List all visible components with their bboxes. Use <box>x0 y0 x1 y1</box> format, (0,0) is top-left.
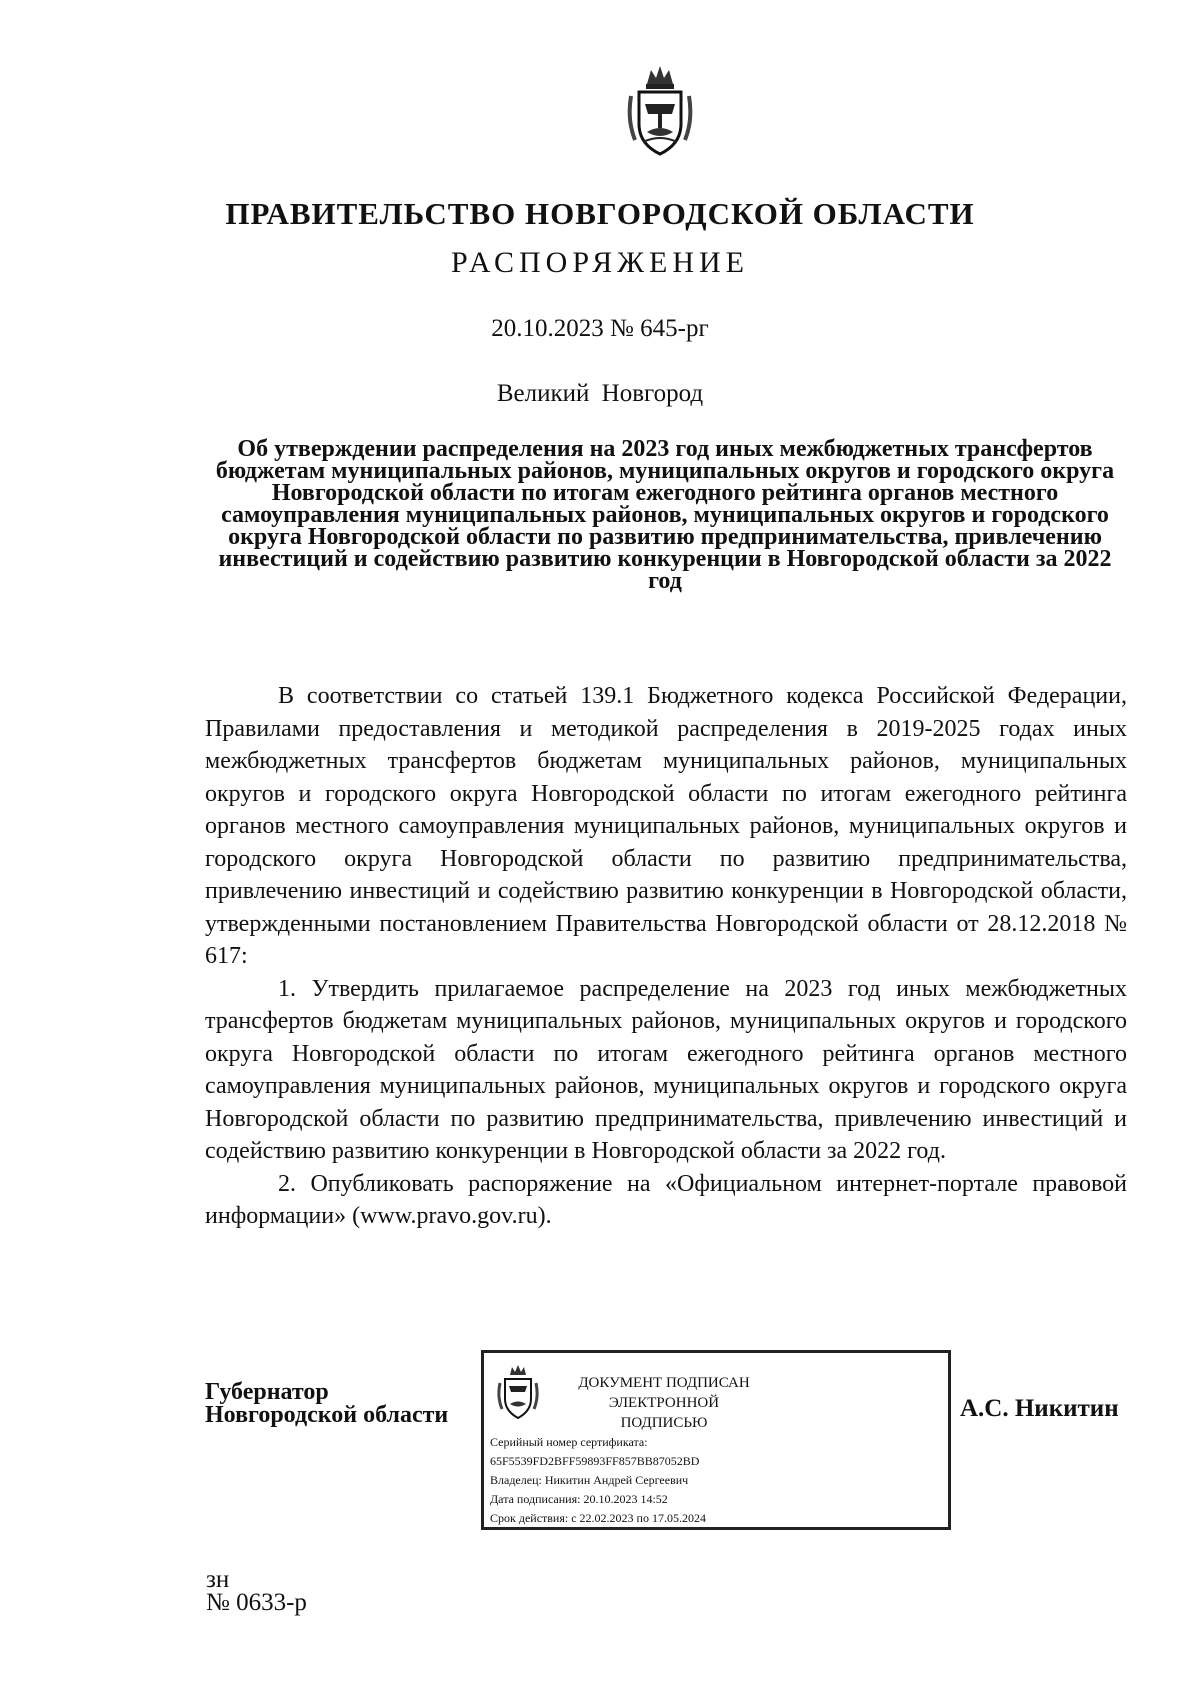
signatory-title-line2: Новгородской области <box>205 1402 449 1428</box>
coat-of-arms-icon <box>625 62 695 158</box>
footer-number: № 0633-р <box>206 1589 307 1616</box>
stamp-heading-line2: ЭЛЕКТРОННОЙ ПОДПИСЬЮ <box>608 1395 720 1431</box>
signatory-title <box>205 1381 448 1427</box>
stamp-heading <box>564 1373 764 1433</box>
cert-label: Серийный номер сертификата: <box>490 1435 648 1449</box>
cert-validity: Срок действия: с 22.02.2023 по 17.05.2024 <box>490 1511 706 1525</box>
signatory-title-line1: Губернатор <box>205 1379 329 1405</box>
organization-title: ПРАВИТЕЛЬСТВО НОВГОРОДСКОЙ ОБЛАСТИ <box>225 196 975 231</box>
document-type: РАСПОРЯЖЕНИЕ <box>450 246 750 279</box>
cert-serial: 65F5539FD2BFF59893FF857BB87052BD <box>490 1454 700 1468</box>
stamp-heading-line1: ДОКУМЕНТ ПОДПИСАН <box>578 1375 750 1391</box>
electronic-signature-stamp <box>481 1350 951 1530</box>
stamp-details <box>490 1433 706 1528</box>
body-preamble: В соответствии со статьей 139.1 Бюджетного кодекса Российской Федерации, Правилами предоставления и методикой распределения в 2019-2025 годах иных межбюджетных трансфертов бюджетам муниципальных районов, муниципальных округов и городского округа Новгородской области по итогам ежегодного рейтинга органов местного самоуправления муниципальных районов, муниципальных округов и городского округа Новгородской области по развитию предпринимательства, привлечению инвестиций и содействию развитию конкуренции в Новгородской области, утвержденными постановлением Правительства Новгородской области от 28.12.2018 № 617: <box>205 683 1127 969</box>
cert-owner: Владелец: Никитин Андрей Сергеевич <box>490 1473 689 1487</box>
footer-initials: зн <box>206 1566 230 1593</box>
signed-date: Дата подписания: 20.10.2023 14:52 <box>490 1492 668 1506</box>
document-city: Великий Новгород <box>496 380 704 407</box>
document-subject: Об утверждении распределения на 2023 год иных межбюджетных трансфертов бюджетам муниципальных районов, муниципальных округов и городского округа Новгородской области по итогам ежегодного рейтинга органов местного самоуправления муниципальных районов, муниципальных округов и городского округа Новгородской области по развитию предпринимательства, привлечению инвестиций и содействию развитию конкуренции в Новгородской области за 2022 год <box>215 436 1115 594</box>
stamp-coat-of-arms-icon <box>496 1363 540 1421</box>
body-item-2: 2. Опубликовать распоряжение на «Официальном интернет-портале правовой информации» (www.pravo.gov.ru). <box>205 1170 1127 1229</box>
signatory-name: А.С. Никитин <box>960 1395 1119 1422</box>
document-body <box>205 680 1127 1233</box>
document-date-number: 20.10.2023 № 645-рг <box>491 315 709 342</box>
body-item-1: 1. Утвердить прилагаемое распределение на 2023 год иных межбюджетных трансфертов бюджетам муниципальных районов, муниципальных округов и городского округа Новгородской области по итогам ежегодного рейтинга органов местного самоуправления муниципальных районов, муниципальных округов и городского округа Новгородской области по развитию предпринимательства, привлечению инвестиций и содействию развитию конкуренции в Новгородской области за 2022 год. <box>205 975 1127 1164</box>
footer-registry <box>206 1568 307 1614</box>
